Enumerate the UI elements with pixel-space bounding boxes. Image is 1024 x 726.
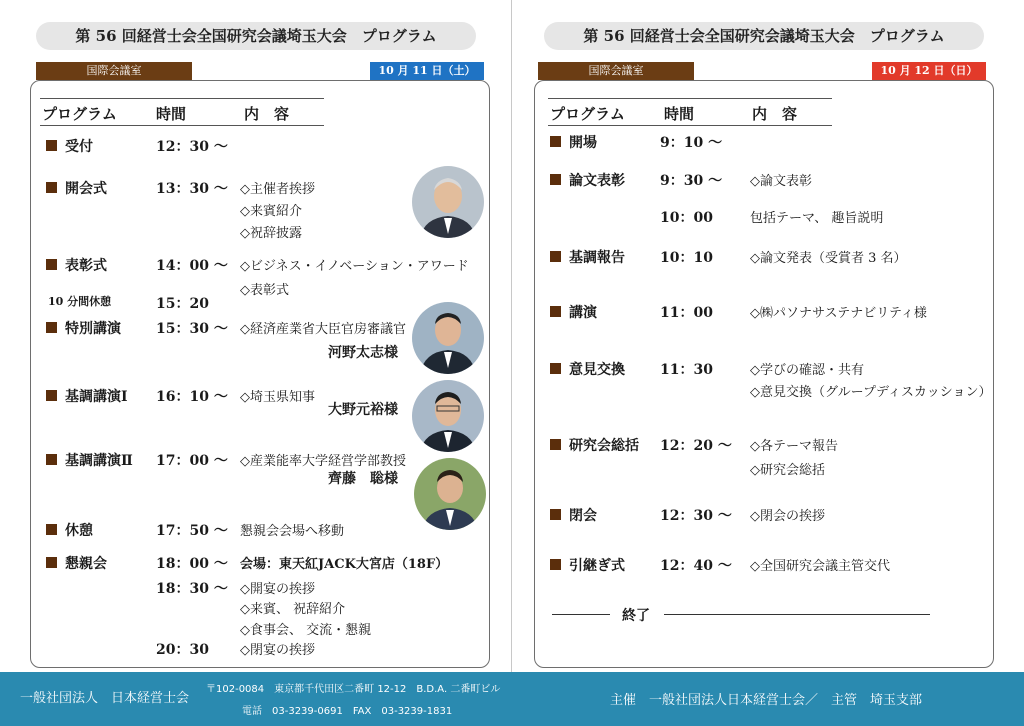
row-content: ◇食事会、 交流・懇親	[240, 623, 372, 638]
row-content: ◇主催者挨拶	[240, 182, 315, 197]
page-title: 第 56 回経営士会全国研究会議埼玉大会 プログラム	[36, 22, 476, 50]
row-time: 12：30 〜	[660, 508, 732, 524]
column-headers	[40, 98, 324, 126]
row-time: 15：20	[156, 296, 209, 312]
header-time: 時間	[664, 105, 695, 123]
row-time: 9：10 〜	[660, 135, 723, 151]
header-content: 内 容	[244, 105, 290, 123]
bullet-square-icon	[550, 136, 561, 147]
schedule-row	[0, 302, 927, 322]
schedule-row	[0, 170, 812, 190]
bullet-square-icon	[550, 439, 561, 450]
room-tab: 国際会議室	[538, 62, 694, 80]
row-content: ◇各テーマ報告	[750, 439, 838, 454]
row-content: ◇研究会総括	[750, 463, 825, 478]
footer-sponsor: 主催 一般社団法人日本経営士会／ 主管 埼玉支部	[610, 693, 923, 708]
row-label: 意見交換	[550, 359, 625, 379]
row-time: 13：30 〜	[156, 181, 228, 197]
column-headers	[548, 98, 832, 126]
row-time: 15：30 〜	[156, 321, 228, 337]
schedule-row	[0, 207, 884, 227]
schedule-row	[0, 619, 512, 639]
row-label: 基調講演Ⅰ	[46, 386, 128, 406]
schedule-row	[0, 598, 512, 618]
schedule-row	[0, 578, 512, 598]
row-content: ◇㈱パソナサステナビリティ様	[750, 306, 927, 321]
row-time: 18：00 〜	[156, 556, 228, 572]
row-content: ◇ビジネス・イノベーション・アワード	[240, 259, 469, 274]
bullet-square-icon	[550, 363, 561, 374]
row-label: 10 分間休憩	[48, 295, 112, 308]
bullet-square-icon	[550, 559, 561, 570]
row-label: 特別講演	[46, 318, 121, 338]
end-rule-left	[552, 614, 610, 615]
schedule-row	[0, 459, 825, 479]
schedule-row	[0, 555, 890, 575]
room-tab: 国際会議室	[36, 62, 192, 80]
row-time: 20：30	[156, 642, 209, 658]
row-time: 10：10	[660, 250, 713, 266]
row-content: ◇埼玉県知事	[240, 390, 315, 405]
footer-organization: 一般社団法人 日本経営士会	[20, 691, 190, 706]
row-label: 講演	[550, 302, 597, 322]
schedule-row	[0, 435, 838, 455]
date-tab: 10 月 11 日（土）	[370, 62, 484, 80]
row-label: 開会式	[46, 178, 107, 198]
row-time: 17：00 〜	[156, 453, 228, 469]
row-time: 11：30	[660, 362, 713, 378]
row-content: ◇産業能率大学経営学部教授	[240, 454, 406, 469]
row-content: 包括テーマ、 趣旨説明	[750, 211, 884, 226]
row-label: 研究会総括	[550, 435, 639, 455]
header-program: プログラム	[550, 105, 625, 123]
row-content: ◇閉会の挨拶	[750, 509, 825, 524]
bullet-square-icon	[46, 322, 57, 333]
row-content: ◇表彰式	[240, 283, 289, 298]
schedule-row	[0, 359, 864, 379]
row-label: 表彰式	[46, 255, 107, 275]
row-time: 12：20 〜	[660, 438, 732, 454]
end-label: 終了	[622, 608, 650, 624]
row-label: 論文表彰	[550, 170, 625, 190]
row-content: ◇開宴の挨拶	[240, 582, 315, 597]
footer-bar	[0, 672, 1024, 726]
footer-phone: 電話 03-3239-0691 FAX 03-3239-1831	[242, 706, 453, 717]
row-content: 会場：東天紅JACK大宮店（18F）	[240, 557, 449, 572]
row-content: ◇学びの確認・共有	[750, 363, 864, 378]
row-content: ◇意見交換（グループディスカッション）	[750, 385, 992, 400]
header-time: 時間	[156, 105, 187, 123]
row-label: 基調講演Ⅱ	[46, 450, 133, 470]
row-content: ◇経済産業省大臣官房審議官	[240, 322, 406, 337]
row-label: 受付	[46, 136, 93, 156]
row-time: 17：50 〜	[156, 523, 228, 539]
page-title: 第 56 回経営士会全国研究会議埼玉大会 プログラム	[544, 22, 984, 50]
row-content: ◇論文表彰	[750, 174, 812, 189]
row-time: 10：00	[660, 210, 713, 226]
schedule-row	[0, 505, 825, 525]
footer-address: 〒102-0084 東京都千代田区二番町 12-12 B.D.A. 二番町ビル	[206, 684, 501, 695]
bullet-square-icon	[550, 174, 561, 185]
row-content: 懇親会会場へ移動	[240, 524, 345, 539]
row-time: 14：00 〜	[156, 258, 228, 274]
bullet-square-icon	[550, 251, 561, 262]
row-time: 11：00	[660, 305, 713, 321]
schedule-row	[0, 639, 512, 659]
row-content: ◇祝辞披露	[240, 226, 302, 241]
row-label: 閉会	[550, 505, 597, 525]
bullet-square-icon	[46, 524, 57, 535]
row-label: 基調報告	[550, 247, 625, 267]
row-label: 開場	[550, 132, 597, 152]
end-rule-right	[664, 614, 930, 615]
row-content: ◇来賓紹介	[240, 204, 302, 219]
row-label: 懇親会	[46, 553, 107, 573]
row-time: 18：30 〜	[156, 581, 228, 597]
date-tab: 10 月 12 日（日）	[872, 62, 986, 80]
header-content: 内 容	[752, 105, 798, 123]
bullet-square-icon	[550, 306, 561, 317]
row-time: 9：30 〜	[660, 173, 723, 189]
row-label: 休憩	[46, 520, 93, 540]
bullet-square-icon	[550, 509, 561, 520]
row-content: ◇論文発表（受賞者 3 名）	[750, 251, 907, 266]
schedule-row	[0, 132, 723, 152]
row-content: ◇閉宴の挨拶	[240, 643, 315, 658]
speaker-name: 河野太志様	[328, 345, 398, 361]
row-time: 16：10 〜	[156, 389, 228, 405]
header-program: プログラム	[42, 105, 117, 123]
row-content: ◇来賓、 祝辞紹介	[240, 602, 346, 617]
schedule-row	[0, 247, 907, 267]
speaker-name: 齊藤 聡様	[328, 471, 398, 487]
row-time: 12：40 〜	[660, 558, 732, 574]
row-label: 引継ぎ式	[550, 555, 625, 575]
row-time: 12：30 〜	[156, 139, 228, 155]
schedule-row	[0, 381, 992, 401]
row-content: ◇全国研究会議主管交代	[750, 559, 890, 574]
speaker-name: 大野元裕様	[328, 402, 398, 418]
